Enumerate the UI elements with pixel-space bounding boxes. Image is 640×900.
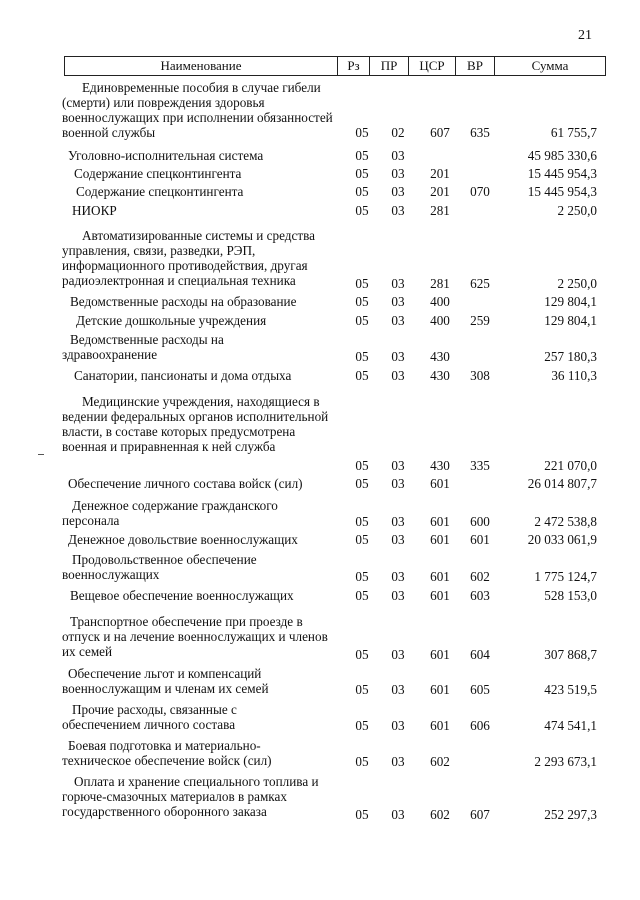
row-rz: 05 — [355, 682, 369, 697]
row-rz: 05 — [355, 647, 369, 662]
row-pr: 03 — [391, 294, 405, 309]
row-csr: 601 — [430, 514, 450, 529]
row-sum: 15 445 954,3 — [527, 166, 597, 181]
row-csr: 430 — [430, 368, 450, 383]
row-pr: 03 — [391, 458, 405, 473]
row-pr: 03 — [391, 184, 405, 199]
row-rz: 05 — [355, 514, 369, 529]
row-pr: 03 — [391, 349, 405, 364]
row-name: Ведомственные расходы на образование — [70, 294, 297, 309]
row-pr: 03 — [391, 148, 405, 163]
row-pr: 03 — [391, 313, 405, 328]
row-vr: 603 — [470, 588, 490, 603]
row-name: Боевая подготовка и материально-техническое обеспечение войск (сил) — [62, 738, 272, 768]
row-pr: 03 — [391, 754, 405, 769]
row-csr: 601 — [430, 532, 450, 547]
row-rz: 05 — [355, 184, 369, 199]
row-pr: 03 — [391, 647, 405, 662]
row-name: Транспортное обеспечение при проезде в отпуск и на лечение военнослужащих и членов их семей — [62, 614, 328, 659]
row-sum: 423 519,5 — [544, 682, 597, 697]
row-csr: 601 — [430, 476, 450, 491]
row-csr: 400 — [430, 313, 450, 328]
row-sum: 129 804,1 — [544, 313, 597, 328]
row-name: Уголовно-исполнительная система — [68, 148, 264, 163]
row-pr: 03 — [391, 276, 405, 291]
row-rz: 05 — [355, 276, 369, 291]
header-rz: Рз — [338, 57, 370, 75]
row-rz: 05 — [355, 294, 369, 309]
row-rz: 05 — [355, 125, 369, 140]
row-rz: 05 — [355, 458, 369, 473]
row-pr: 03 — [391, 368, 405, 383]
row-csr: 281 — [430, 276, 450, 291]
header-name: Наименование — [65, 57, 338, 75]
row-pr: 03 — [391, 718, 405, 733]
row-pr: 03 — [391, 476, 405, 491]
row-sum: 1 775 124,7 — [534, 569, 597, 584]
row-vr: 070 — [470, 184, 490, 199]
row-rz: 05 — [355, 476, 369, 491]
row-sum: 61 755,7 — [550, 125, 597, 140]
row-csr: 607 — [430, 125, 450, 140]
row-name: Санатории, пансионаты и дома отдыха — [74, 368, 292, 383]
row-sum: 15 445 954,3 — [527, 184, 597, 199]
row-sum: 221 070,0 — [544, 458, 597, 473]
row-pr: 03 — [391, 514, 405, 529]
row-vr: 601 — [470, 532, 490, 547]
row-pr: 03 — [391, 569, 405, 584]
row-name: Вещевое обеспечение военнослужащих — [70, 588, 294, 603]
row-vr: 600 — [470, 514, 490, 529]
row-csr: 430 — [430, 458, 450, 473]
row-name: Ведомственные расходы на здравоохранение — [62, 332, 224, 362]
row-rz: 05 — [355, 807, 369, 822]
row-vr: 259 — [470, 313, 490, 328]
row-csr: 430 — [430, 349, 450, 364]
row-sum: 307 868,7 — [544, 647, 597, 662]
row-rz: 05 — [355, 313, 369, 328]
row-csr: 602 — [430, 754, 450, 769]
row-vr: 605 — [470, 682, 490, 697]
row-name: Обеспечение льгот и компенсаций военнослужащим и членам их семей — [62, 666, 269, 696]
header-csr: ЦСР — [409, 57, 456, 75]
row-csr: 602 — [430, 807, 450, 822]
row-pr: 03 — [391, 166, 405, 181]
row-name: НИОКР — [72, 203, 117, 218]
row-pr: 03 — [391, 532, 405, 547]
row-csr: 601 — [430, 569, 450, 584]
row-vr: 606 — [470, 718, 490, 733]
row-pr: 03 — [391, 807, 405, 822]
row-pr: 03 — [391, 203, 405, 218]
row-rz: 05 — [355, 532, 369, 547]
row-name: Детские дошкольные учреждения — [76, 313, 267, 328]
row-sum: 252 297,3 — [544, 807, 597, 822]
row-rz: 05 — [355, 718, 369, 733]
row-rz: 05 — [355, 569, 369, 584]
row-csr: 201 — [430, 166, 450, 181]
row-name: Обеспечение личного состава войск (сил) — [68, 476, 303, 491]
row-vr: 607 — [470, 807, 490, 822]
row-vr: 625 — [470, 276, 490, 291]
row-name: Автоматизированные системы и средства управления, связи, разведки, РЭП, информационного противодействия, другая радиоэлектронная и специальная техника — [62, 228, 316, 288]
row-rz: 05 — [355, 368, 369, 383]
row-name: Единовременные пособия в случае гибели (смерти) или повреждения здоровья военнослужащих при исполнении обязанностей военной службы — [62, 80, 333, 140]
header-pr: ПР — [370, 57, 409, 75]
row-sum: 474 541,1 — [544, 718, 597, 733]
row-rz: 05 — [355, 148, 369, 163]
row-vr: 604 — [470, 647, 490, 662]
page-number: 21 — [578, 28, 592, 43]
row-sum: 2 293 673,1 — [534, 754, 597, 769]
row-sum: 129 804,1 — [544, 294, 597, 309]
row-sum: 2 472 538,8 — [534, 514, 597, 529]
header-sum: Сумма — [531, 58, 569, 73]
table-header — [64, 56, 606, 76]
row-pr: 03 — [391, 588, 405, 603]
row-name: Денежное содержание гражданского персонала — [62, 498, 278, 528]
row-rz: 05 — [355, 203, 369, 218]
row-rz: 05 — [355, 166, 369, 181]
row-sum: 20 033 061,9 — [527, 532, 597, 547]
row-csr: 601 — [430, 718, 450, 733]
row-sum: 26 014 807,7 — [527, 476, 597, 491]
header-vr: ВР — [456, 57, 495, 75]
row-name: Оплата и хранение специального топлива и горюче-смазочных материалов в рамках государственного оборонного заказа — [62, 774, 319, 819]
row-csr: 601 — [430, 647, 450, 662]
scan-mark — [38, 454, 44, 455]
row-csr: 601 — [430, 682, 450, 697]
row-name: Прочие расходы, связанные с обеспечением личного состава — [62, 702, 237, 732]
row-rz: 05 — [355, 754, 369, 769]
row-name: Содержание спецконтингента — [76, 184, 244, 199]
row-sum: 45 985 330,6 — [527, 148, 597, 163]
row-name: Содержание спецконтингента — [74, 166, 242, 181]
row-sum: 257 180,3 — [544, 349, 597, 364]
row-vr: 335 — [470, 458, 490, 473]
row-name: Медицинские учреждения, находящиеся в ведении федеральных органов исполнительной власти, в составе которых предусмотрена военная и приравненная к ней служба — [62, 394, 329, 454]
row-sum: 528 153,0 — [544, 588, 597, 603]
row-pr: 02 — [391, 125, 405, 140]
row-vr: 602 — [470, 569, 490, 584]
row-csr: 400 — [430, 294, 450, 309]
row-name: Денежное довольствие военнослужащих — [68, 532, 298, 547]
row-rz: 05 — [355, 349, 369, 364]
row-pr: 03 — [391, 682, 405, 697]
row-sum: 2 250,0 — [557, 276, 597, 291]
row-name: Продовольственное обеспечение военнослужащих — [62, 552, 257, 582]
row-sum: 2 250,0 — [557, 203, 597, 218]
row-rz: 05 — [355, 588, 369, 603]
row-sum: 36 110,3 — [551, 368, 597, 383]
row-csr: 281 — [430, 203, 450, 218]
row-csr: 201 — [430, 184, 450, 199]
row-csr: 601 — [430, 588, 450, 603]
row-vr: 308 — [470, 368, 490, 383]
row-vr: 635 — [470, 125, 490, 140]
